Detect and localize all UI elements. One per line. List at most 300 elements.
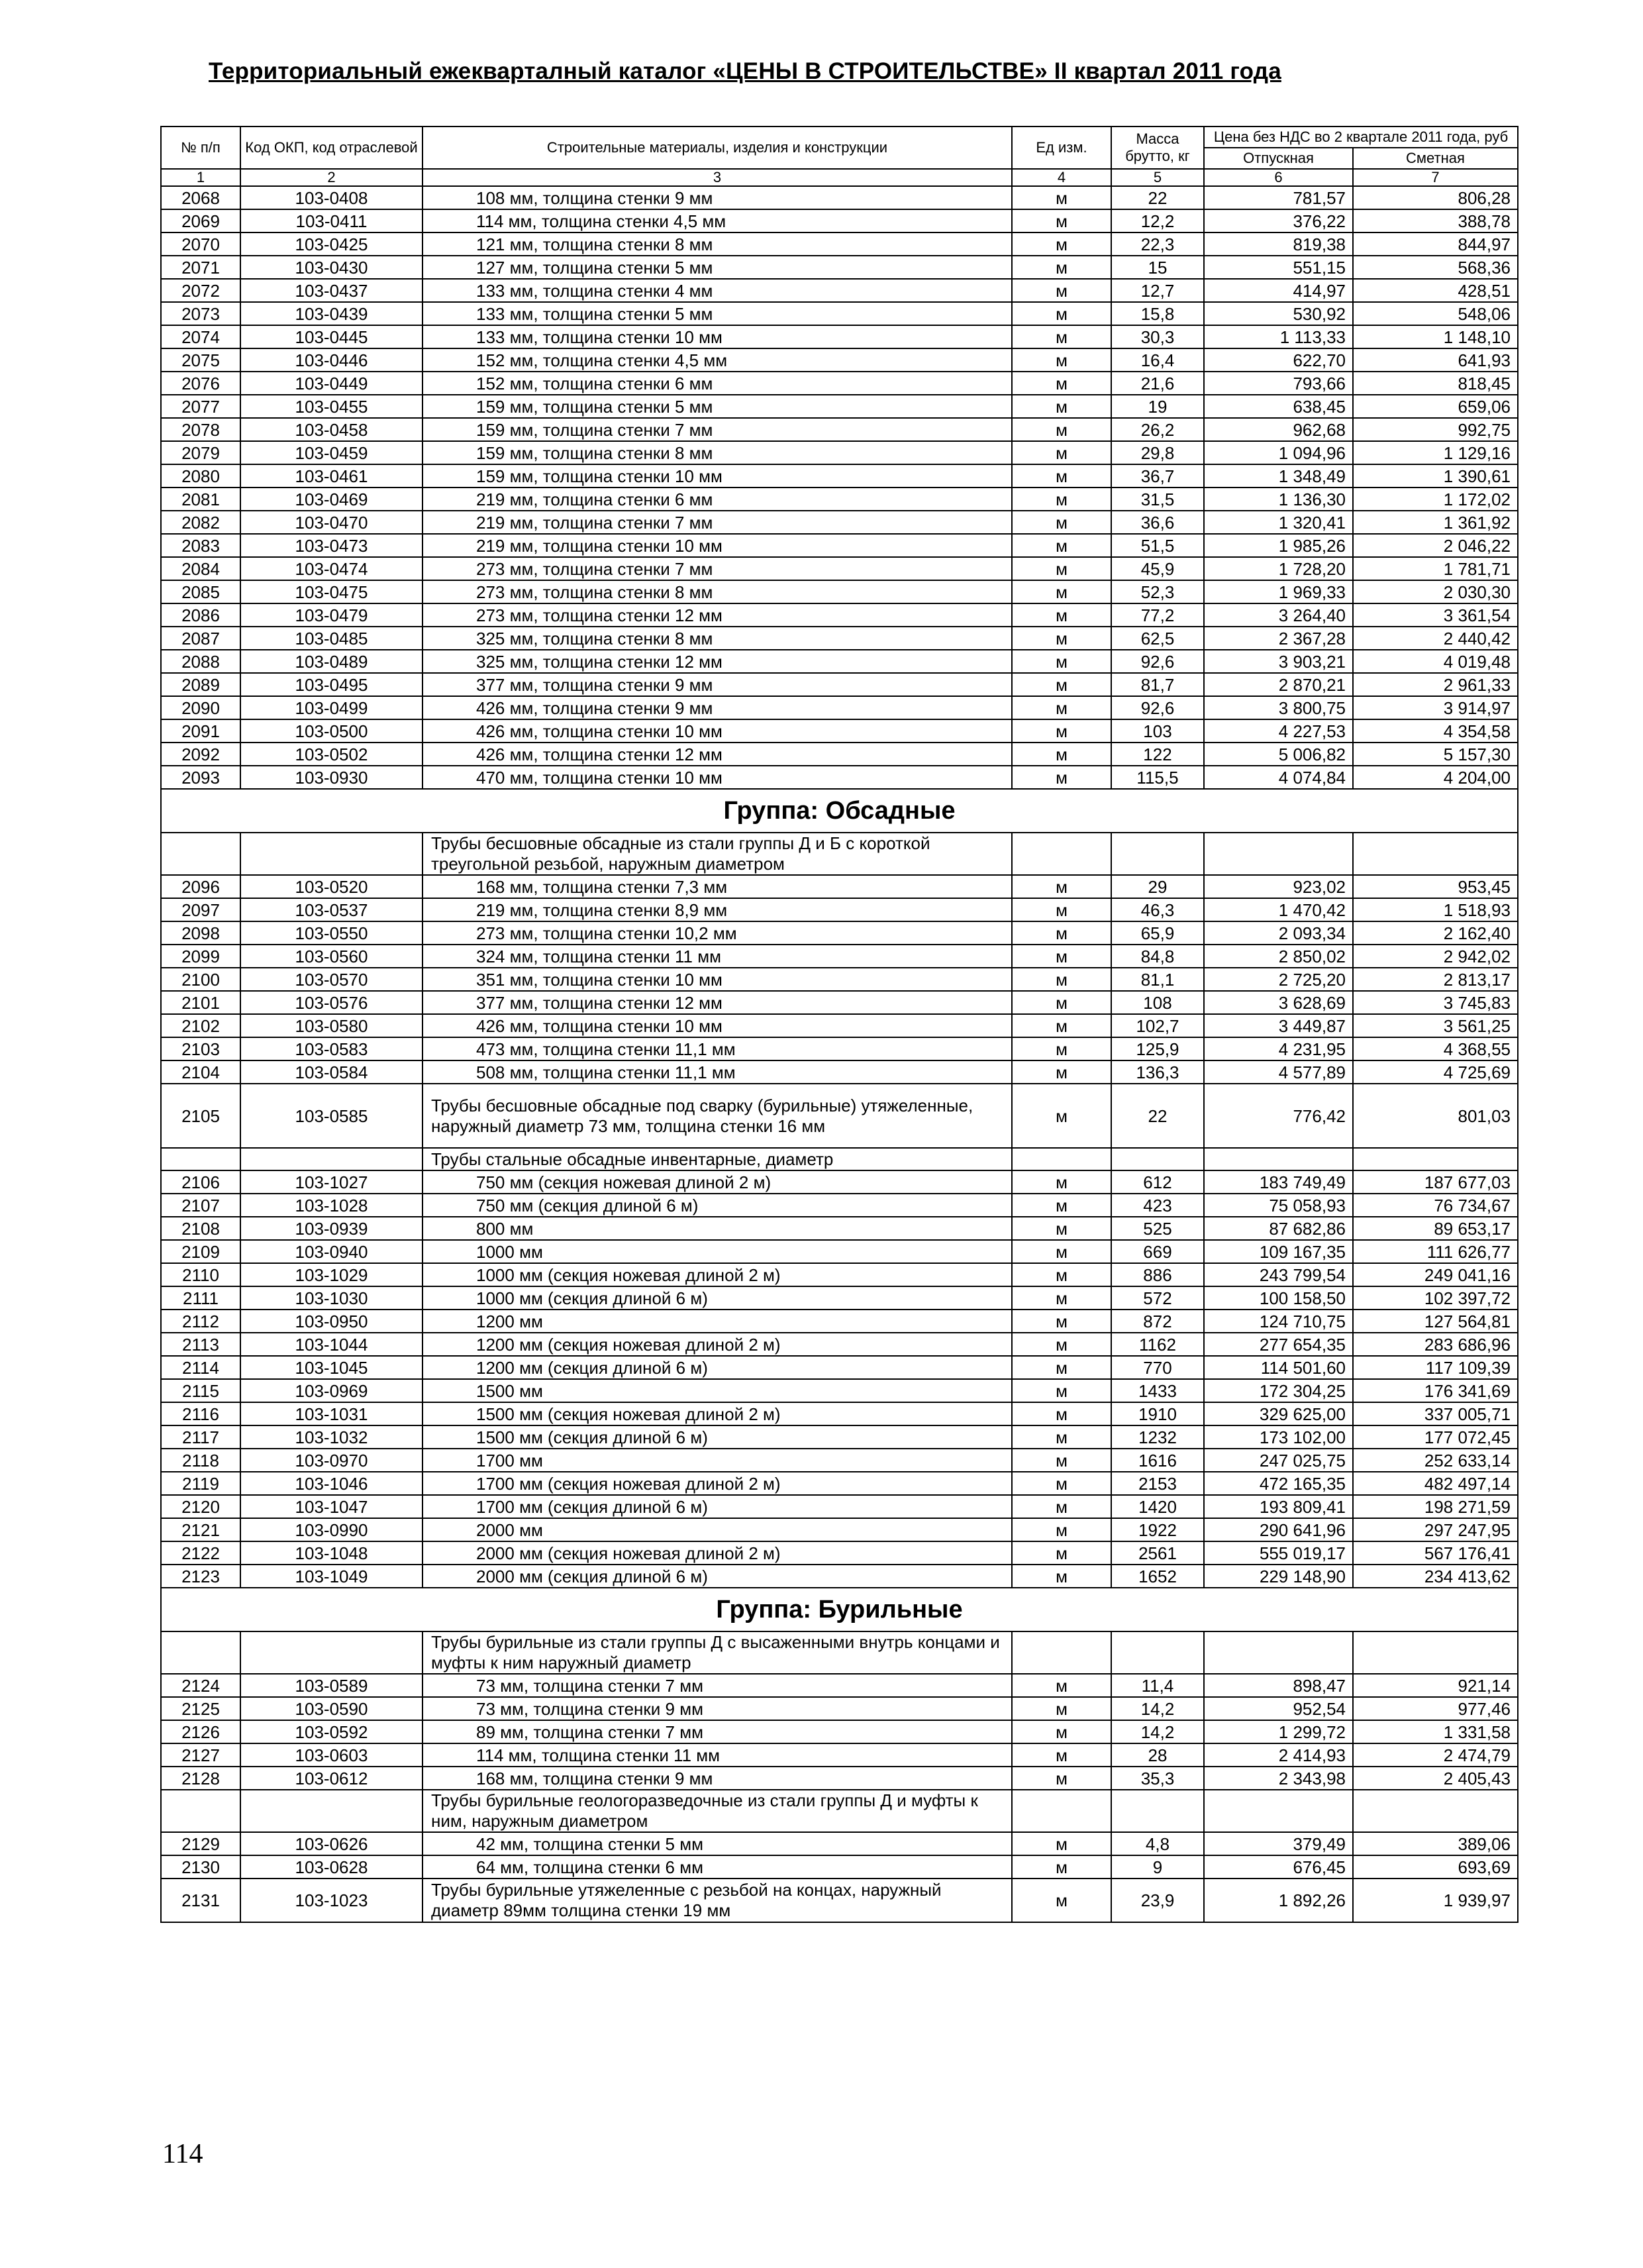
cell-mass: 46,3 <box>1111 898 1204 921</box>
cell-unit: м <box>1012 1767 1111 1790</box>
cell-name: 159 мм, толщина стенки 10 мм <box>423 464 1012 488</box>
cell-price-estimate: 1 361,92 <box>1353 511 1518 534</box>
cell-mass: 15 <box>1111 256 1204 279</box>
table-row <box>161 1217 1518 1240</box>
group-heading-casing: Группа: Обсадные <box>161 789 1518 833</box>
cell-code: 103-1027 <box>240 1170 423 1194</box>
cell-price-estimate: 4 725,69 <box>1353 1060 1518 1084</box>
cell-num: 2102 <box>161 1014 240 1037</box>
empty-cell <box>240 1148 423 1170</box>
cell-price-estimate: 1 172,02 <box>1353 488 1518 511</box>
cell-name: 426 мм, толщина стенки 10 мм <box>423 719 1012 743</box>
cell-price-release: 329 625,00 <box>1204 1402 1353 1425</box>
cell-price-release: 243 799,54 <box>1204 1263 1353 1286</box>
cell-price-estimate: 3 361,54 <box>1353 603 1518 627</box>
cell-code: 103-0439 <box>240 302 423 325</box>
cell-name: 168 мм, толщина стенки 7,3 мм <box>423 875 1012 898</box>
cell-price-estimate: 176 341,69 <box>1353 1379 1518 1402</box>
cell-code: 103-0445 <box>240 325 423 348</box>
cell-unit: м <box>1012 279 1111 302</box>
cell-code: 103-0950 <box>240 1310 423 1333</box>
cell-mass: 84,8 <box>1111 945 1204 968</box>
cell-price-release: 2 343,98 <box>1204 1767 1353 1790</box>
cell-name: 152 мм, толщина стенки 4,5 мм <box>423 348 1012 372</box>
cell-price-estimate: 818,45 <box>1353 372 1518 395</box>
cell-code: 103-1045 <box>240 1356 423 1379</box>
cell-num: 2111 <box>161 1286 240 1310</box>
cell-price-estimate: 76 734,67 <box>1353 1194 1518 1217</box>
table-row <box>161 395 1518 418</box>
cell-num: 2126 <box>161 1720 240 1743</box>
cell-num: 2109 <box>161 1240 240 1263</box>
cell-unit: м <box>1012 719 1111 743</box>
cell-code: 103-0458 <box>240 418 423 441</box>
table-row <box>161 557 1518 580</box>
cell-code: 103-0461 <box>240 464 423 488</box>
cell-code: 103-0520 <box>240 875 423 898</box>
cell-price-release: 819,38 <box>1204 232 1353 256</box>
empty-cell <box>161 833 240 875</box>
cell-name: 1500 мм (секция длиной 6 м) <box>423 1425 1012 1449</box>
cell-num: 2115 <box>161 1379 240 1402</box>
cell-mass: 122 <box>1111 743 1204 766</box>
table-row <box>161 1541 1518 1565</box>
cell-price-release: 3 628,69 <box>1204 991 1353 1014</box>
cell-price-release: 1 348,49 <box>1204 464 1353 488</box>
empty-cell <box>1111 1631 1204 1674</box>
cell-price-estimate: 801,03 <box>1353 1084 1518 1148</box>
cell-mass: 886 <box>1111 1263 1204 1286</box>
table-row <box>161 209 1518 232</box>
cell-name: 426 мм, толщина стенки 12 мм <box>423 743 1012 766</box>
cell-unit: м <box>1012 921 1111 945</box>
cell-name: 159 мм, толщина стенки 8 мм <box>423 441 1012 464</box>
cell-unit: м <box>1012 1425 1111 1449</box>
cell-mass: 2153 <box>1111 1472 1204 1495</box>
table-row <box>161 1333 1518 1356</box>
cell-price-release: 277 654,35 <box>1204 1333 1353 1356</box>
cell-num: 2076 <box>161 372 240 395</box>
section-heading-inventory: Трубы стальные обсадные инвентарные, диаметр <box>423 1148 1012 1170</box>
cell-price-estimate: 2 942,02 <box>1353 945 1518 968</box>
cell-price-release: 1 985,26 <box>1204 534 1353 557</box>
cell-price-release: 962,68 <box>1204 418 1353 441</box>
cell-price-release: 2 414,93 <box>1204 1743 1353 1767</box>
cell-code: 103-0470 <box>240 511 423 534</box>
cell-price-estimate: 2 046,22 <box>1353 534 1518 557</box>
cell-num: 2074 <box>161 325 240 348</box>
cell-price-estimate: 102 397,72 <box>1353 1286 1518 1310</box>
cell-price-release: 1 320,41 <box>1204 511 1353 534</box>
cell-code: 103-0459 <box>240 441 423 464</box>
table-row <box>161 1855 1518 1879</box>
cell-name: 1700 мм (секция длиной 6 м) <box>423 1495 1012 1518</box>
cell-code: 103-0485 <box>240 627 423 650</box>
table-row <box>161 1697 1518 1720</box>
cell-price-estimate: 4 368,55 <box>1353 1037 1518 1060</box>
cell-name: 168 мм, толщина стенки 9 мм <box>423 1767 1012 1790</box>
cell-code: 103-0584 <box>240 1060 423 1084</box>
cell-mass: 525 <box>1111 1217 1204 1240</box>
cell-mass: 1910 <box>1111 1402 1204 1425</box>
cell-code: 103-0570 <box>240 968 423 991</box>
cell-unit: м <box>1012 1449 1111 1472</box>
cell-price-release: 1 892,26 <box>1204 1879 1353 1922</box>
cell-unit: м <box>1012 1356 1111 1379</box>
cell-name: 324 мм, толщина стенки 11 мм <box>423 945 1012 968</box>
cell-name: Трубы бурильные утяжеленные с резьбой на концах, наружный диаметр 89мм толщина стенки 19 мм <box>423 1879 1012 1922</box>
cell-price-estimate: 1 939,97 <box>1353 1879 1518 1922</box>
cell-price-release: 793,66 <box>1204 372 1353 395</box>
cell-num: 2128 <box>161 1767 240 1790</box>
cell-num: 2112 <box>161 1310 240 1333</box>
table-row <box>161 256 1518 279</box>
cell-num: 2118 <box>161 1449 240 1472</box>
cell-code: 103-0612 <box>240 1767 423 1790</box>
cell-price-release: 193 809,41 <box>1204 1495 1353 1518</box>
cell-num: 2069 <box>161 209 240 232</box>
cell-name: 159 мм, толщина стенки 5 мм <box>423 395 1012 418</box>
cell-num: 2120 <box>161 1495 240 1518</box>
cell-price-estimate: 234 413,62 <box>1353 1565 1518 1588</box>
cell-price-release: 3 800,75 <box>1204 696 1353 719</box>
cell-mass: 115,5 <box>1111 766 1204 789</box>
cell-code: 103-0430 <box>240 256 423 279</box>
cell-name: 121 мм, толщина стенки 8 мм <box>423 232 1012 256</box>
cell-num: 2101 <box>161 991 240 1014</box>
cell-price-release: 4 231,95 <box>1204 1037 1353 1060</box>
cell-mass: 102,7 <box>1111 1014 1204 1037</box>
table-row <box>161 186 1518 209</box>
empty-cell <box>1012 1631 1111 1674</box>
cell-price-release: 638,45 <box>1204 395 1353 418</box>
empty-cell <box>161 1790 240 1832</box>
cell-unit: м <box>1012 256 1111 279</box>
cell-num: 2082 <box>161 511 240 534</box>
table-row <box>161 875 1518 898</box>
cell-mass: 36,7 <box>1111 464 1204 488</box>
cell-num: 2068 <box>161 186 240 209</box>
cell-unit: м <box>1012 1240 1111 1263</box>
cell-price-release: 5 006,82 <box>1204 743 1353 766</box>
cell-code: 103-0469 <box>240 488 423 511</box>
cell-name: 800 мм <box>423 1217 1012 1240</box>
cell-price-release: 2 367,28 <box>1204 627 1353 650</box>
cell-price-release: 1 728,20 <box>1204 557 1353 580</box>
cell-code: 103-0411 <box>240 209 423 232</box>
cell-mass: 81,7 <box>1111 673 1204 696</box>
cell-price-release: 2 093,34 <box>1204 921 1353 945</box>
cell-num: 2100 <box>161 968 240 991</box>
cell-code: 103-0446 <box>240 348 423 372</box>
table-row <box>161 1425 1518 1449</box>
cell-num: 2079 <box>161 441 240 464</box>
cell-name: 325 мм, толщина стенки 12 мм <box>423 650 1012 673</box>
empty-cell <box>161 1631 240 1674</box>
cell-name: 219 мм, толщина стенки 6 мм <box>423 488 1012 511</box>
cell-name: 64 мм, толщина стенки 6 мм <box>423 1855 1012 1879</box>
table-row <box>161 743 1518 766</box>
column-index: 5 <box>1111 169 1204 186</box>
cell-price-release: 1 299,72 <box>1204 1720 1353 1743</box>
cell-price-estimate: 3 745,83 <box>1353 991 1518 1014</box>
cell-unit: м <box>1012 1379 1111 1402</box>
cell-name: 2000 мм (секция длиной 6 м) <box>423 1565 1012 1588</box>
cell-price-estimate: 977,46 <box>1353 1697 1518 1720</box>
cell-price-estimate: 2 813,17 <box>1353 968 1518 991</box>
cell-num: 2084 <box>161 557 240 580</box>
cell-price-estimate: 89 653,17 <box>1353 1217 1518 1240</box>
cell-mass: 103 <box>1111 719 1204 743</box>
cell-code: 103-0550 <box>240 921 423 945</box>
cell-price-estimate: 2 405,43 <box>1353 1767 1518 1790</box>
cell-num: 2087 <box>161 627 240 650</box>
table-row <box>161 1495 1518 1518</box>
cell-num: 2105 <box>161 1084 240 1148</box>
cell-code: 103-0425 <box>240 232 423 256</box>
cell-unit: м <box>1012 372 1111 395</box>
cell-mass: 14,2 <box>1111 1720 1204 1743</box>
cell-unit: м <box>1012 743 1111 766</box>
cell-name: 273 мм, толщина стенки 8 мм <box>423 580 1012 603</box>
cell-price-release: 898,47 <box>1204 1674 1353 1697</box>
cell-mass: 125,9 <box>1111 1037 1204 1060</box>
cell-mass: 1420 <box>1111 1495 1204 1518</box>
cell-unit: м <box>1012 511 1111 534</box>
cell-mass: 1922 <box>1111 1518 1204 1541</box>
cell-name: 508 мм, толщина стенки 11,1 мм <box>423 1060 1012 1084</box>
cell-code: 103-0585 <box>240 1084 423 1148</box>
empty-cell <box>240 1790 423 1832</box>
empty-cell <box>1012 833 1111 875</box>
cell-price-estimate: 806,28 <box>1353 186 1518 209</box>
cell-num: 2085 <box>161 580 240 603</box>
cell-num: 2116 <box>161 1402 240 1425</box>
cell-mass: 1162 <box>1111 1333 1204 1356</box>
cell-code: 103-1048 <box>240 1541 423 1565</box>
cell-num: 2086 <box>161 603 240 627</box>
cell-code: 103-0969 <box>240 1379 423 1402</box>
cell-mass: 29 <box>1111 875 1204 898</box>
cell-unit: м <box>1012 209 1111 232</box>
cell-price-estimate: 3 561,25 <box>1353 1014 1518 1037</box>
table-row <box>161 1310 1518 1333</box>
cell-mass: 16,4 <box>1111 348 1204 372</box>
cell-name: 89 мм, толщина стенки 7 мм <box>423 1720 1012 1743</box>
cell-price-release: 1 113,33 <box>1204 325 1353 348</box>
cell-code: 103-0970 <box>240 1449 423 1472</box>
cell-num: 2130 <box>161 1855 240 1879</box>
cell-price-release: 414,97 <box>1204 279 1353 302</box>
cell-price-estimate: 283 686,96 <box>1353 1333 1518 1356</box>
table-row <box>161 418 1518 441</box>
cell-mass: 92,6 <box>1111 650 1204 673</box>
cell-mass: 30,3 <box>1111 325 1204 348</box>
cell-mass: 22,3 <box>1111 232 1204 256</box>
cell-num: 2072 <box>161 279 240 302</box>
cell-name: 219 мм, толщина стенки 10 мм <box>423 534 1012 557</box>
cell-num: 2113 <box>161 1333 240 1356</box>
cell-price-release: 3 903,21 <box>1204 650 1353 673</box>
cell-price-release: 551,15 <box>1204 256 1353 279</box>
cell-code: 103-0537 <box>240 898 423 921</box>
table-row <box>161 1565 1518 1588</box>
cell-mass: 77,2 <box>1111 603 1204 627</box>
cell-num: 2121 <box>161 1518 240 1541</box>
cell-code: 103-0576 <box>240 991 423 1014</box>
table-row <box>161 603 1518 627</box>
cell-mass: 423 <box>1111 1194 1204 1217</box>
cell-code: 103-0474 <box>240 557 423 580</box>
cell-name: 426 мм, толщина стенки 9 мм <box>423 696 1012 719</box>
cell-unit: м <box>1012 1697 1111 1720</box>
cell-price-estimate: 198 271,59 <box>1353 1495 1518 1518</box>
cell-price-estimate: 1 518,93 <box>1353 898 1518 921</box>
cell-mass: 51,5 <box>1111 534 1204 557</box>
cell-name: 1500 мм (секция ножевая длиной 2 м) <box>423 1402 1012 1425</box>
cell-code: 103-1049 <box>240 1565 423 1588</box>
cell-unit: м <box>1012 186 1111 209</box>
cell-mass: 62,5 <box>1111 627 1204 650</box>
cell-unit: м <box>1012 302 1111 325</box>
cell-mass: 12,2 <box>1111 209 1204 232</box>
cell-price-estimate: 428,51 <box>1353 279 1518 302</box>
empty-cell <box>1353 1631 1518 1674</box>
cell-num: 2093 <box>161 766 240 789</box>
cell-code: 103-0940 <box>240 1240 423 1263</box>
cell-unit: м <box>1012 1855 1111 1879</box>
cell-name: 133 мм, толщина стенки 4 мм <box>423 279 1012 302</box>
empty-cell <box>1204 1148 1353 1170</box>
cell-price-estimate: 921,14 <box>1353 1674 1518 1697</box>
cell-name: 1200 мм <box>423 1310 1012 1333</box>
table-row <box>161 1449 1518 1472</box>
cell-unit: м <box>1012 534 1111 557</box>
table-row <box>161 1170 1518 1194</box>
cell-mass: 81,1 <box>1111 968 1204 991</box>
table-row <box>161 1286 1518 1310</box>
empty-cell <box>1204 833 1353 875</box>
cell-num: 2129 <box>161 1832 240 1855</box>
cell-price-estimate: 2 030,30 <box>1353 580 1518 603</box>
cell-unit: м <box>1012 325 1111 348</box>
cell-name: 1500 мм <box>423 1379 1012 1402</box>
table-row <box>161 1472 1518 1495</box>
cell-price-release: 555 019,17 <box>1204 1541 1353 1565</box>
cell-name: 1200 мм (секция ножевая длиной 2 м) <box>423 1333 1012 1356</box>
empty-cell <box>240 833 423 875</box>
cell-unit: м <box>1012 968 1111 991</box>
header-name: Строительные материалы, изделия и конструкции <box>423 127 1012 169</box>
subheading-row <box>161 1790 1518 1832</box>
table-row <box>161 1014 1518 1037</box>
table-row <box>161 1037 1518 1060</box>
cell-price-estimate: 388,78 <box>1353 209 1518 232</box>
cell-name: 377 мм, толщина стенки 9 мм <box>423 673 1012 696</box>
cell-code: 103-0939 <box>240 1217 423 1240</box>
cell-num: 2073 <box>161 302 240 325</box>
cell-unit: м <box>1012 1565 1111 1588</box>
cell-price-estimate: 567 176,41 <box>1353 1541 1518 1565</box>
cell-price-release: 3 449,87 <box>1204 1014 1353 1037</box>
cell-num: 2078 <box>161 418 240 441</box>
cell-unit: м <box>1012 1541 1111 1565</box>
empty-cell <box>1012 1790 1111 1832</box>
cell-name: 470 мм, толщина стенки 10 мм <box>423 766 1012 789</box>
cell-code: 103-0628 <box>240 1855 423 1879</box>
cell-num: 2110 <box>161 1263 240 1286</box>
cell-price-estimate: 844,97 <box>1353 232 1518 256</box>
cell-price-release: 2 725,20 <box>1204 968 1353 991</box>
cell-name: 377 мм, толщина стенки 12 мм <box>423 991 1012 1014</box>
cell-name: 351 мм, толщина стенки 10 мм <box>423 968 1012 991</box>
empty-cell <box>1353 833 1518 875</box>
cell-mass: 669 <box>1111 1240 1204 1263</box>
cell-num: 2131 <box>161 1879 240 1922</box>
cell-mass: 14,2 <box>1111 1697 1204 1720</box>
cell-mass: 612 <box>1111 1170 1204 1194</box>
cell-price-release: 776,42 <box>1204 1084 1353 1148</box>
cell-price-estimate: 2 162,40 <box>1353 921 1518 945</box>
cell-mass: 65,9 <box>1111 921 1204 945</box>
cell-price-release: 75 058,93 <box>1204 1194 1353 1217</box>
cell-price-release: 4 074,84 <box>1204 766 1353 789</box>
cell-unit: м <box>1012 1743 1111 1767</box>
cell-code: 103-0990 <box>240 1518 423 1541</box>
table-row <box>161 1720 1518 1743</box>
cell-unit: м <box>1012 1286 1111 1310</box>
empty-cell <box>1353 1790 1518 1832</box>
cell-name: 219 мм, толщина стенки 7 мм <box>423 511 1012 534</box>
cell-num: 2103 <box>161 1037 240 1060</box>
cell-name: 73 мм, толщина стенки 7 мм <box>423 1674 1012 1697</box>
cell-price-estimate: 177 072,45 <box>1353 1425 1518 1449</box>
subheading-row <box>161 1148 1518 1170</box>
column-index: 7 <box>1353 169 1518 186</box>
cell-code: 103-0408 <box>240 186 423 209</box>
table-row <box>161 1832 1518 1855</box>
cell-mass: 1232 <box>1111 1425 1204 1449</box>
cell-mass: 29,8 <box>1111 441 1204 464</box>
cell-name: 426 мм, толщина стенки 10 мм <box>423 1014 1012 1037</box>
cell-code: 103-0583 <box>240 1037 423 1060</box>
column-index-row <box>161 169 1518 186</box>
table-row <box>161 1194 1518 1217</box>
cell-price-release: 472 165,35 <box>1204 1472 1353 1495</box>
cell-mass: 22 <box>1111 1084 1204 1148</box>
cell-name: 114 мм, толщина стенки 4,5 мм <box>423 209 1012 232</box>
group-heading-drill: Группа: Бурильные <box>161 1588 1518 1631</box>
cell-name: 2000 мм <box>423 1518 1012 1541</box>
cell-unit: м <box>1012 650 1111 673</box>
cell-price-release: 290 641,96 <box>1204 1518 1353 1541</box>
empty-cell <box>1353 1148 1518 1170</box>
cell-mass: 108 <box>1111 991 1204 1014</box>
cell-mass: 15,8 <box>1111 302 1204 325</box>
cell-num: 2088 <box>161 650 240 673</box>
cell-price-estimate: 1 781,71 <box>1353 557 1518 580</box>
section-heading-casing: Трубы бесшовные обсадные из стали группы Д и Б с короткой треугольной резьбой, наружным диаметром <box>423 833 1012 875</box>
header-num: № п/п <box>161 127 240 169</box>
header-price-release: Отпускная <box>1204 148 1353 169</box>
cell-price-release: 2 870,21 <box>1204 673 1353 696</box>
cell-name: 159 мм, толщина стенки 7 мм <box>423 418 1012 441</box>
cell-price-estimate: 127 564,81 <box>1353 1310 1518 1333</box>
cell-num: 2090 <box>161 696 240 719</box>
cell-unit: м <box>1012 627 1111 650</box>
table-row <box>161 1743 1518 1767</box>
cell-code: 103-0449 <box>240 372 423 395</box>
